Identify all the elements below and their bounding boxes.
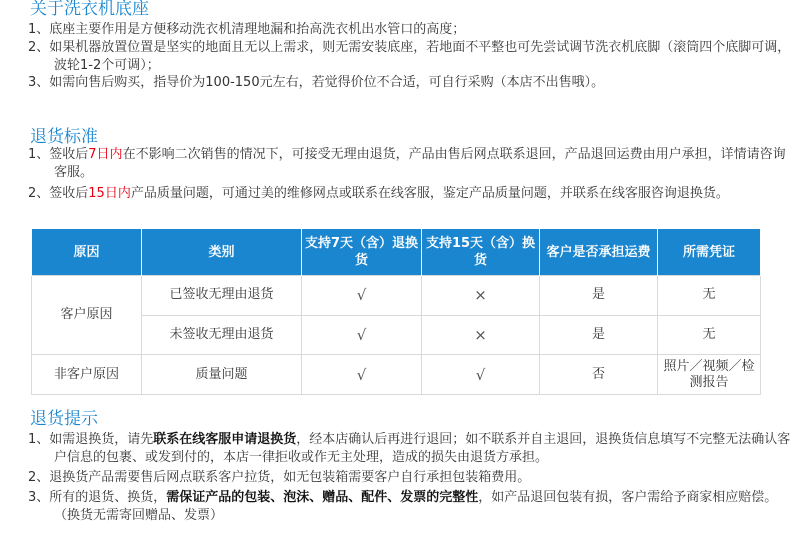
section-title-tips: 退货提示 [30,409,98,429]
tips-item-2: 2、退换货产品需要售后网点联系客户拉货，如无包装箱需要客户自行承担包装箱费用。 [28,470,531,485]
cell-freight: 是 [540,276,658,316]
cross-icon: × [422,276,540,316]
cell-freight: 否 [540,355,658,395]
section-title-return-policy: 退货标准 [30,127,98,147]
header-category: 类别 [142,229,302,276]
table-row [32,315,761,355]
return-policy-item-2: 2、签收后15日内产品质量问题，可通过美的维修网点或联系在线客服，鉴定产品质量问题，并联系在线客服咨询退换货。 [28,186,729,201]
base-item-1: 1、底座主要作用是方便移动洗衣机清理地漏和抬高洗衣机出水管口的高度； [28,22,466,37]
return-policy-table [31,229,761,395]
check-icon: √ [302,315,422,355]
header-7-day-return: 支持7天（含）退换货 [302,229,422,276]
highlight-15-days: 15日内 [88,186,131,201]
return-policy-item-1: 1、签收后7日内在不影响二次销售的情况下，可接受无理由退货，产品由售后网点联系退回，产品退回运费由用户承担，详情请咨询客服。 [28,147,786,180]
header-proof: 所需凭证 [658,229,761,276]
contact-service-emphasis: 联系在线客服申请退换货 [153,432,297,447]
cell-reason: 非客户原因 [32,355,142,395]
section-title-base: 关于洗衣机底座 [30,0,149,19]
cell-proof: 照片／视频／检测报告 [658,355,761,395]
cell-category: 质量问题 [142,355,302,395]
highlight-7-days: 7日内 [88,147,123,162]
cell-category: 未签收无理由退货 [142,315,302,355]
check-icon: √ [302,355,422,395]
tips-item-1: 1、如需退换货，请先联系在线客服申请退换货，经本店确认后再进行退回；如不联系并自主退回，退换货信息填写不完整无法确认客户信息的包裹、或发到付的，本店一律拒收或作无主处理，造成的损失由退货方承担。 [28,432,790,465]
tips-item-3: 3、所有的退货、换货，需保证产品的包装、泡沫、赠品、配件、发票的完整性，如产品退回包装有损，客户需给予商家相应赔偿。（换货无需寄回赠品、发票） [28,490,778,523]
base-item-3: 3、如需向售后购买，指导价为100-150元左右，若觉得价位不合适，可自行采购（本店不出售哦）。 [28,75,605,90]
check-icon: √ [422,355,540,395]
integrity-emphasis: 需保证产品的包装、泡沫、赠品、配件、发票的完整性 [166,490,479,505]
cross-icon: × [422,315,540,355]
check-icon: √ [302,276,422,316]
table-row [32,355,761,395]
base-item-2: 2、如果机器放置位置是坚实的地面且无以上需求，则无需安装底座，若地面不平整也可先尝试调节洗衣机底脚（滚筒四个底脚可调，波轮1-2个可调）； [28,40,790,73]
cell-freight: 是 [540,315,658,355]
cell-proof: 无 [658,315,761,355]
header-reason: 原因 [32,229,142,276]
cell-category: 已签收无理由退货 [142,276,302,316]
cell-reason: 客户原因 [32,276,142,355]
header-freight: 客户是否承担运费 [540,229,658,276]
table-header-row [32,229,761,276]
cell-proof: 无 [658,276,761,316]
header-15-day-exchange: 支持15天（含）换货 [422,229,540,276]
table-row [32,276,761,316]
